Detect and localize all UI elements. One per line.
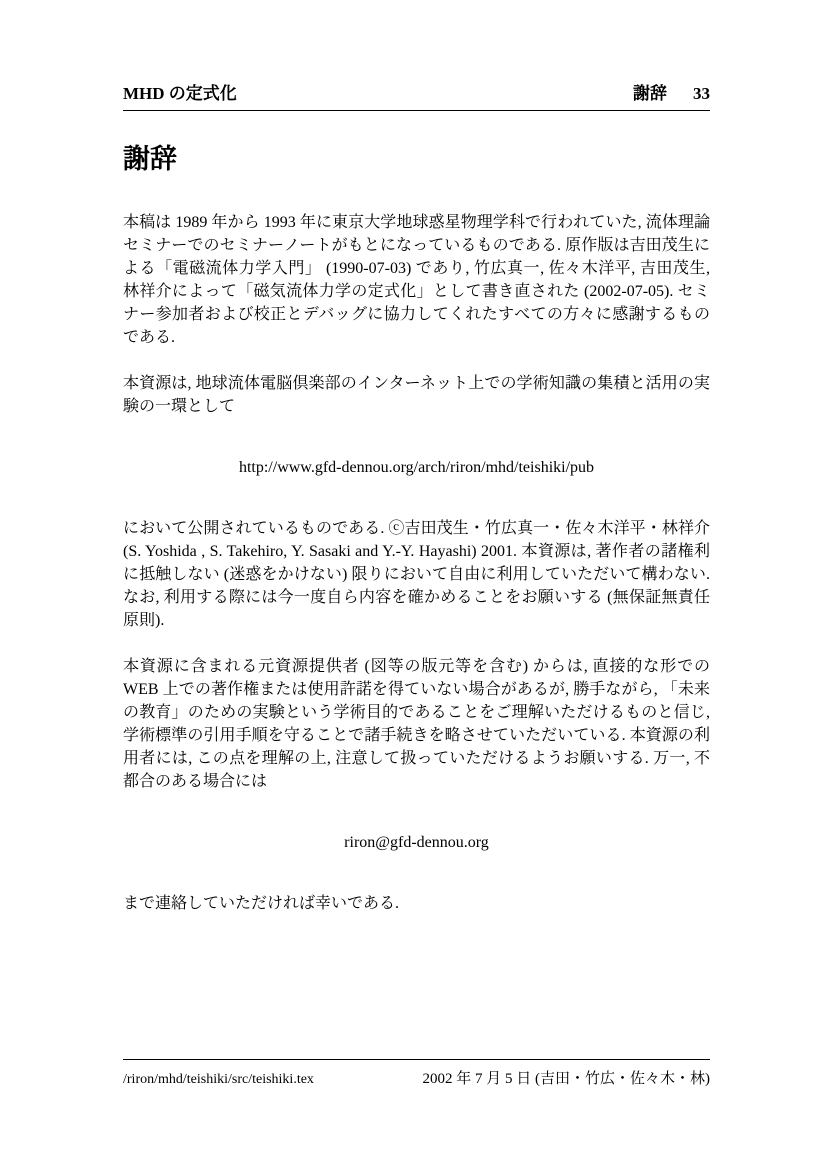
contact-email: riron@gfd-dennou.org: [344, 834, 489, 851]
header-right-group: [633, 84, 710, 103]
header-doc-title: MHD の定式化: [123, 84, 237, 103]
footer-file-path: /riron/mhd/teishiki/src/teishiki.tex: [123, 1072, 314, 1087]
page-header: [123, 84, 710, 111]
publication-url: http://www.gfd-dennou.org/arch/riron/mhd/teishiki/pub: [238, 459, 595, 476]
paragraph-copyright: において公開されているものである. ⓒ吉田茂生・竹広真一・佐々木洋平・林祥介 (S. Yoshida , S. Takehiro, Y. Sasaki and Y.-Y. Hayashi) 2001. 本資源は, 著作者の諸権利に抵触しない (迷惑をかけない) 限りにおいて自由に利用していただいて構わない. なお, 利用する際には今一度自ら内容を確かめることをお願いする (無保証無責任原則).: [123, 520, 710, 629]
header-page-number: 33: [693, 84, 710, 103]
page-footer: [123, 1059, 710, 1088]
paragraph-origin-history: 本稿は 1989 年から 1993 年に東京大学地球惑星物理学科で行われていた, 流体理論セミナーでのセミナーノートがもとになっているものである. 原作版は吉田茂生による「電磁流体力学入門」 (1990-07-03) であり, 竹広真一, 佐々木洋平, 吉田茂生, 林祥介によって「磁気流体力学の定式化」として書き直された (2002-07-05). セミナー参加者および校正とデバッグに協力してくれたすべての方々に感謝するものである.: [123, 214, 710, 346]
page-body: [123, 111, 710, 915]
header-section-title: 謝辞: [633, 84, 667, 103]
paragraph-usage-notice: 本資源に含まれる元資源提供者 (図等の版元等を含む) からは, 直接的な形での WEB 上での著作権または使用許諾を得ていない場合があるが, 勝手ながら, 「未来の教育」のための実験という学術目的であることをご理解いただけるものと信じ, 学術標準の引用手順を守ることで諸手続きを略させていただいている. 本資源の利用者には, この点を理解の上, 注意して扱っていただけるようお願いする. 万一, 不都合のある場合には: [123, 658, 710, 790]
paragraph-resource-intro: 本資源は, 地球流体電脳倶楽部のインターネット上での学術知識の集積と活用の実験の一環として: [123, 375, 710, 415]
footer-date-authors: 2002 年 7 月 5 日 (吉田・竹広・佐々木・林): [422, 1071, 710, 1087]
paragraph-closing: まで連絡していただければ幸いである.: [123, 895, 400, 912]
section-heading: 謝辞: [123, 144, 177, 174]
